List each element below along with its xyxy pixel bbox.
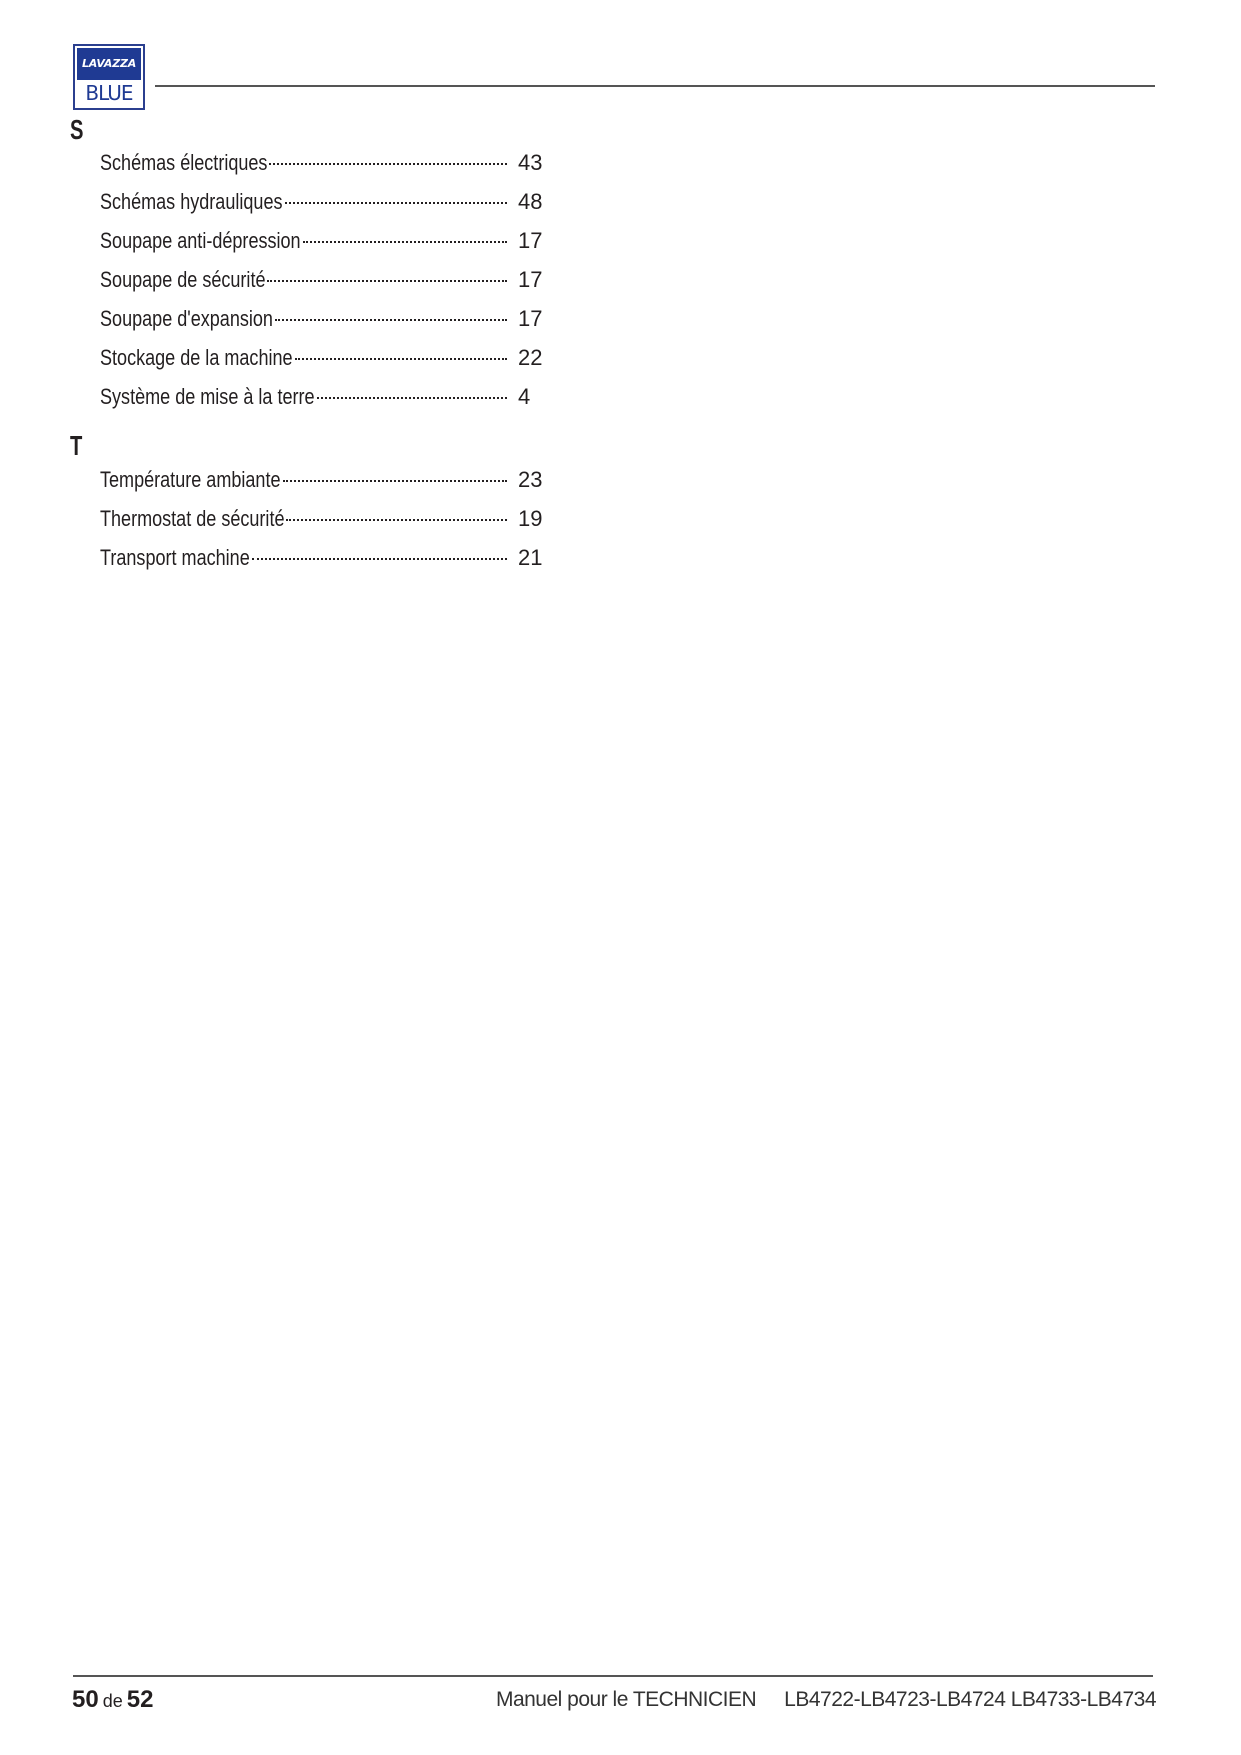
total-page-number: 52: [126, 1686, 154, 1713]
logo-brand-text: LAVAZZA: [77, 48, 141, 80]
index-entry[interactable]: [100, 506, 548, 545]
entry-page-number: 4: [518, 384, 531, 409]
dot-leader: [283, 480, 508, 482]
entry-label: Température ambiante: [100, 467, 281, 492]
index-entry[interactable]: [100, 150, 548, 189]
dot-leader: [269, 163, 507, 165]
entry-page-number: 19: [518, 506, 543, 531]
model-numbers: LB4722-LB4723-LB4724 LB4733-LB4734: [784, 1688, 1156, 1711]
entry-label: Soupape de sécurité: [100, 267, 266, 292]
index-entry[interactable]: [100, 267, 548, 306]
entry-page-number: 21: [518, 545, 543, 570]
entry-page-number: 48: [518, 189, 543, 214]
index-letter-t: T: [70, 430, 83, 461]
dot-leader: [317, 397, 507, 399]
manual-title: Manuel pour le TECHNICIEN: [495, 1688, 757, 1711]
entry-label: Schémas électriques: [100, 150, 268, 175]
footer-divider: [73, 1675, 1153, 1677]
header-divider: [155, 85, 1155, 87]
index-letter-s: S: [70, 114, 84, 145]
dot-leader: [303, 241, 507, 243]
entry-label: Système de mise à la terre: [100, 384, 315, 409]
index-entry[interactable]: [100, 545, 548, 584]
index-entry[interactable]: [100, 384, 548, 423]
entry-label: Schémas hydrauliques: [100, 189, 283, 214]
entry-page-number: 23: [518, 467, 543, 492]
entry-page-number: 17: [518, 267, 543, 292]
dot-leader: [267, 280, 507, 282]
dot-leader: [295, 358, 507, 360]
footer-document-info: [496, 1688, 1156, 1712]
index-entry[interactable]: [100, 467, 548, 506]
page-of-label: de: [102, 1691, 123, 1711]
dot-leader: [285, 202, 508, 204]
dot-leader: [252, 558, 507, 560]
entry-page-number: 17: [518, 228, 543, 253]
current-page-number: 50: [72, 1686, 99, 1713]
entry-page-number: 43: [518, 150, 543, 175]
index-entry[interactable]: [100, 306, 548, 345]
index-entry[interactable]: [100, 189, 548, 228]
entry-label: Soupape d'expansion: [100, 306, 273, 331]
index-section-t: [100, 467, 548, 584]
index-entry[interactable]: [100, 345, 548, 384]
entry-label: Soupape anti-dépression: [100, 228, 301, 253]
index-section-s: [100, 150, 548, 423]
entry-page-number: 17: [518, 306, 543, 331]
page-counter: [72, 1686, 153, 1714]
index-entry[interactable]: [100, 228, 548, 267]
logo-sub-text: BLUE: [85, 81, 133, 105]
entry-label: Transport machine: [100, 545, 250, 570]
dot-leader: [286, 519, 507, 521]
dot-leader: [275, 319, 507, 321]
entry-label: Stockage de la machine: [100, 345, 293, 370]
entry-page-number: 22: [518, 345, 543, 370]
lavazza-blue-logo: [73, 44, 145, 110]
entry-label: Thermostat de sécurité: [100, 506, 285, 531]
